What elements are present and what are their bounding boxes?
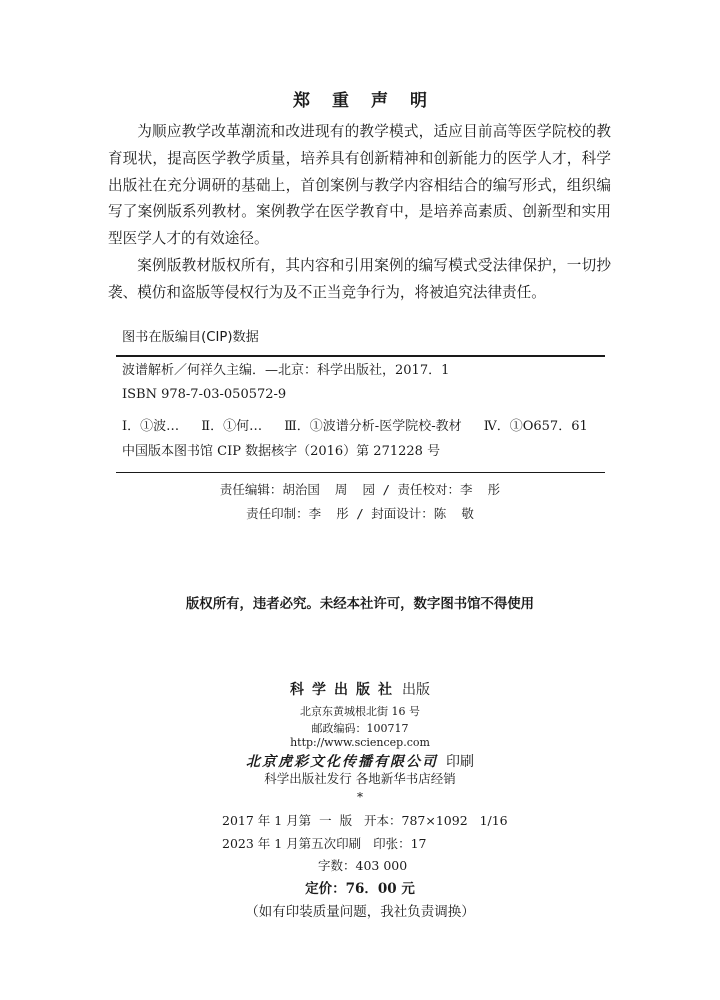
defect-note: （如有印装质量问题，我社负责调换） [245,904,475,920]
staff-credits-line-1: 责任编辑：胡治国 周 园 / 责任校对：李 彤 [219,482,501,497]
publisher-address: 北京东黄城根北街 16 号 [300,705,420,718]
copyright-notice: 版权所有，违者必究。未经本社许可，数字图书馆不得使用 [185,597,535,612]
publisher-name: 科学出版社 [290,682,400,698]
cip-classification [122,418,588,436]
classification-item: Ⅲ．①波谱分析-医学院校-教材 [284,419,462,434]
cip-record: 波谱解析／何祥久主编．—北京：科学出版社，2017．1 [122,363,450,378]
price: 定价：76．00 元 [305,881,415,897]
separator-asterisk: * [357,790,363,804]
classification-item: Ⅰ．①波… [122,419,180,434]
printer-suffix: 印刷 [446,754,474,770]
statement-paragraph-2: 案例版教材版权所有，其内容和引用案例的编写模式受法律保护，一切抄袭、模仿和盗版等侵权行为及不正当竞争行为，将被追究法律责任。 [108,256,611,301]
statement-paragraph-1: 为顺应教学改革潮流和改进现有的教学模式，适应目前高等医学院校的教育现状，提高医学教学质量，培养具有创新精神和创新能力的医学人才，科学出版社在充分调研的基础上，首创案例与教学内容相结合的编写形式，组织编写了案例版系列教材。案例教学在医学教育中，是培养高素质、创新型和实用型医学人才的有效途径。 [108,123,611,248]
classification-item: Ⅳ．①O657．61 [483,419,588,434]
classification-item: Ⅱ．①何… [201,419,263,434]
publisher-line [0,679,720,699]
cip-bottom-rule [116,472,605,473]
publisher-postcode: 邮政编码：100717 [311,722,409,735]
staff-credits-line-2: 责任印制：李 彤 / 封面设计：陈 敬 [246,506,474,521]
printer-line [0,751,720,771]
printer-name: 北京虎彩文化传播有限公司 [246,754,438,770]
cip-top-rule [116,355,605,357]
printing-line: 2023 年 1 月第五次印刷 印张：17 [222,836,427,851]
word-count: 字数：403 000 [318,858,408,873]
edition-line: 2017 年 1 月第 一 版 开本：787×1092 1/16 [222,813,508,828]
distribution-line: 科学出版社发行 各地新华书店经销 [264,771,456,786]
publisher-url: http://www.sciencep.com [290,736,430,749]
statement-title: 郑重声明 [293,91,449,111]
statement-body [108,119,611,307]
cip-isbn: ISBN 978-7-03-050572-9 [122,387,287,402]
publisher-suffix: 出版 [402,682,430,698]
cip-heading: 图书在版编目(CIP)数据 [122,330,259,345]
cip-verification: 中国版本图书馆 CIP 数据核字（2016）第 271228 号 [122,444,441,459]
